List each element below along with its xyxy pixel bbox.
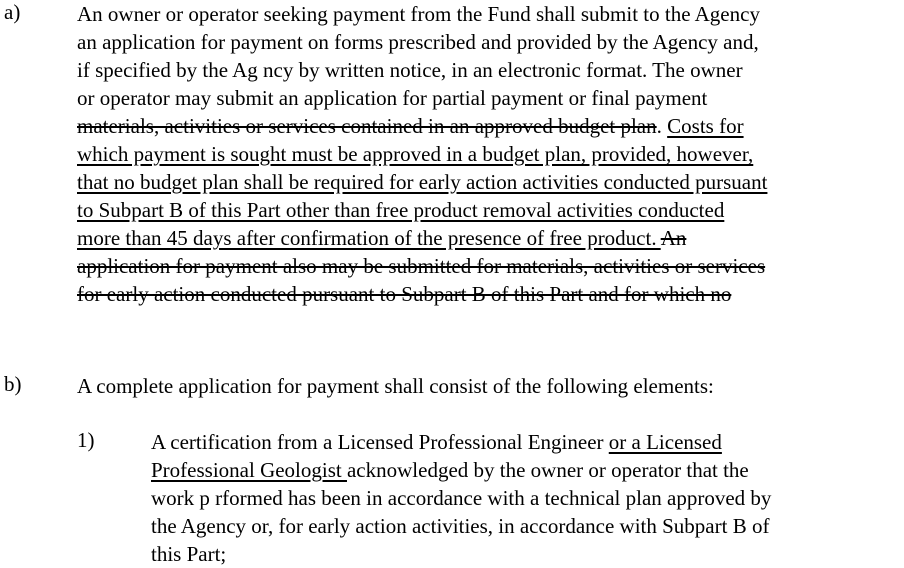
deleted-text: for early action conducted pursuant to Subpart B of this Part and for which no — [77, 282, 732, 306]
text-line — [151, 456, 749, 484]
inserted-text: more than 45 days after confirmation of the presence of free product. — [77, 226, 661, 250]
text-line — [151, 428, 722, 456]
text-run: A complete application for payment shall consist of the following elements: — [77, 374, 714, 398]
inserted-text: which payment is sought must be approved in a budget plan, provided, however, — [77, 142, 754, 166]
text-line — [151, 512, 769, 540]
text-line — [77, 56, 743, 84]
text-run: an application for payment on forms prescribed and provided by the Agency and, — [77, 30, 759, 54]
text-line — [77, 224, 686, 252]
section-b-label: b) — [4, 372, 22, 396]
text-line — [77, 112, 744, 140]
text-run: A certification from a Licensed Professional Engineer — [151, 430, 609, 454]
text-line — [77, 140, 753, 168]
inserted-text: that no budget plan shall be required for early action activities conducted pursuant — [77, 170, 768, 194]
text-line — [77, 28, 759, 56]
deleted-text: materials, activities or services contained in an approved budget plan — [77, 114, 657, 138]
text-run: this Part; — [151, 542, 227, 566]
section-a-label: a) — [4, 0, 21, 24]
text-line — [77, 0, 760, 28]
inserted-text: Costs for — [667, 114, 744, 138]
text-line — [77, 280, 731, 308]
inserted-text: to Subpart B of this Part other than free product removal activities conducted — [77, 198, 725, 222]
text-line — [151, 540, 226, 568]
text-line — [151, 484, 771, 512]
text-line — [77, 84, 707, 112]
text-run: An owner or operator seeking payment from the Fund shall submit to the Agency — [77, 2, 760, 26]
text-run: acknowledged by the owner or operator that the — [346, 458, 749, 482]
deleted-text: application for payment also may be submitted for materials, activities or services — [77, 254, 766, 278]
text-run: work p rformed has been in accordance with a technical plan approved by — [151, 486, 772, 510]
deleted-text: An — [660, 226, 687, 250]
item-1-label: 1) — [77, 428, 95, 452]
text-line — [77, 252, 765, 280]
text-line — [77, 372, 714, 400]
text-line — [77, 196, 724, 224]
inserted-text: or a Licensed — [608, 430, 722, 454]
text-run: . — [656, 114, 668, 138]
text-run: or operator may submit an application for partial payment or final payment — [77, 86, 708, 110]
text-run: the Agency or, for early action activities, in accordance with Subpart B of — [151, 514, 770, 538]
text-line — [77, 168, 767, 196]
text-run: if specified by the Ag ncy by written notice, in an electronic format. The owner — [77, 58, 743, 82]
inserted-text: Professional Geologist — [151, 458, 347, 482]
